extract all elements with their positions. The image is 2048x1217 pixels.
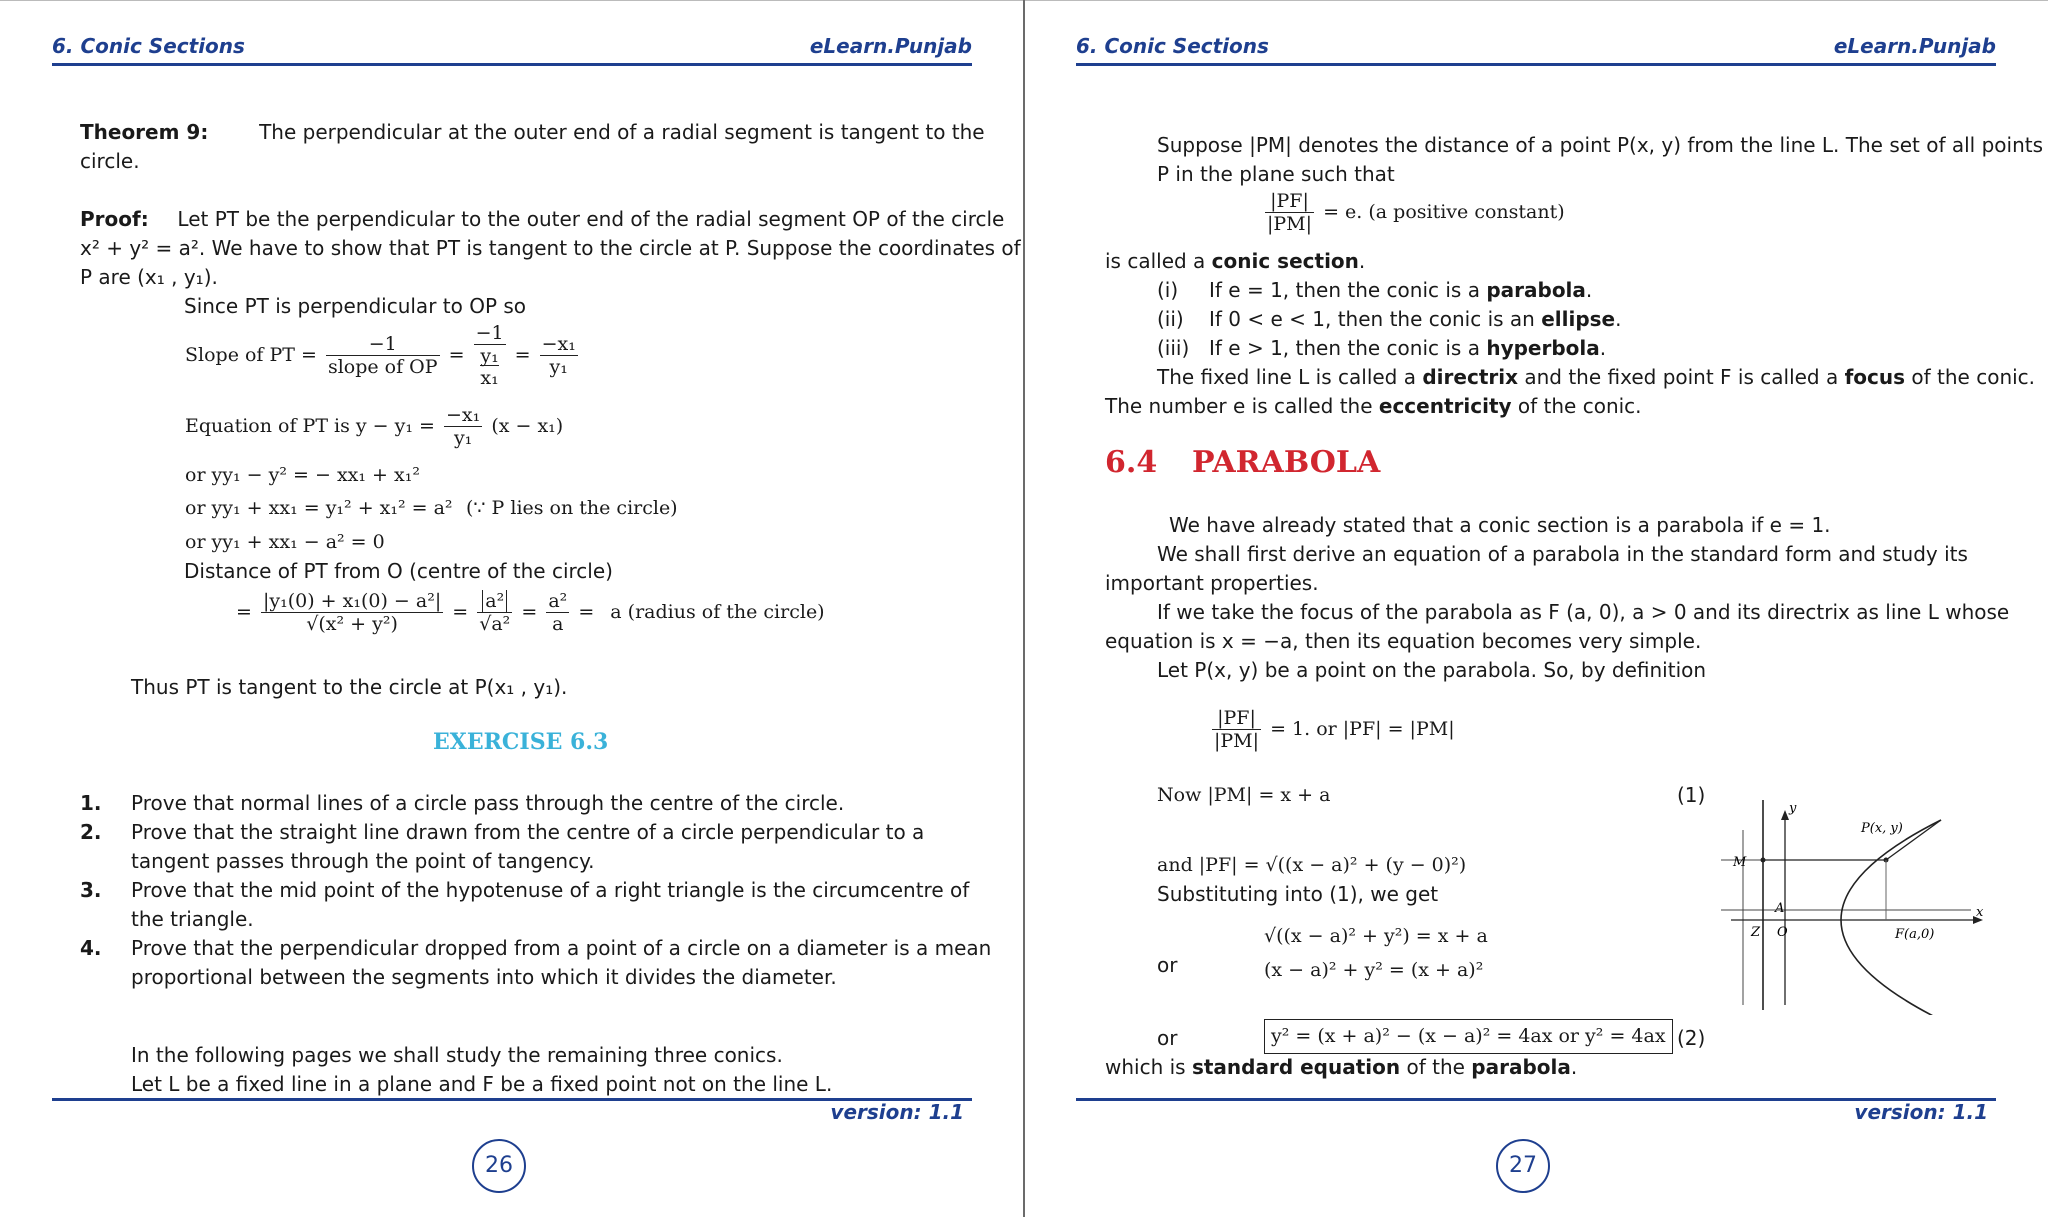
theorem-text: The perpendicular at the outer end of a radial segment is tangent to the [259, 120, 985, 144]
slope-num: −1 [326, 333, 440, 356]
or-step-1: or yy₁ − y² = − xx₁ + x₁² [185, 464, 420, 486]
page-number: 26 [472, 1139, 526, 1193]
proof-line-2: x² + y² = a². We have to show that PT is tangent to the circle at P. Suppose the coordinates of [80, 236, 1021, 260]
ratio-num: |PF| [1265, 190, 1314, 213]
exercise-title: EXERCISE 6.3 [433, 729, 609, 755]
slope-label: Slope of PT = [185, 344, 317, 366]
ratio-fraction [1265, 190, 1314, 235]
header-rule [52, 63, 972, 66]
label-a: A [1775, 901, 1785, 916]
brand-name: eLearn.Punjab [1833, 34, 1996, 58]
proof-label: Proof: [80, 207, 149, 231]
para-3a: If we take the focus of the parabola as F (a, 0), a > 0 and its directrix as line L whose [1157, 600, 2010, 624]
boxed-eq: y² = (x + a)² − (x − a)² = 4ax or y² = 4ax [1264, 1019, 1673, 1054]
dist-den: √(x² + y²) [306, 613, 398, 635]
para-4: Let P(x, y) be a point on the parabola. So, by definition [1157, 658, 1707, 682]
eq-tail: (x − x₁) [491, 415, 564, 437]
called-conic-line: is called a conic section. [1105, 249, 1366, 273]
section-number: 6.4 [1105, 445, 1158, 480]
let-L-line: Let L be a fixed line in a plane and F be a fixed point not on the line L. [131, 1072, 833, 1096]
para-3b: equation is x = −a, then its equation becomes very simple. [1105, 629, 1702, 653]
ratio-den: |PM| [1267, 213, 1313, 235]
parabola-curve [1841, 820, 1941, 1015]
label-f: F(a,0) [1895, 927, 1935, 942]
eq-number-1: (1) [1677, 783, 1706, 807]
page-header [52, 34, 972, 64]
or-label-b: or [1157, 1026, 1178, 1050]
eq-label: Equation of PT is y − y₁ = [185, 415, 435, 437]
proof-line-3: P are (x₁ , y₁). [80, 265, 218, 289]
since-line: Since PT is perpendicular to OP so [184, 294, 527, 318]
label-p: P(x, y) [1861, 821, 1903, 836]
slope-den: slope of OP [327, 356, 438, 378]
conic-section-term: conic section [1211, 249, 1359, 273]
chapter-title: 6. Conic Sections [1076, 34, 1269, 58]
or-step-2-note: (∵ P lies on the circle) [466, 497, 678, 519]
now-eq: Now |PM| = x + a [1157, 784, 1331, 806]
def-fraction: $\frac{|PF|}{|PM|}$ [1214, 707, 1260, 752]
directrix-line: The fixed line L is called a directrix and the fixed point F is called a focus of the conic. [1157, 365, 2036, 389]
suppose-line-1: Suppose |PM| denotes the distance of a point P(x, y) from the line L. The set of all points [1157, 133, 2044, 157]
para-1: We have already stated that a conic section is a parabola if e = 1. [1169, 513, 1831, 537]
page-27: 6. Conic Sections eLearn.Punjab Suppose |PM| denotes the distance of a point P(x, y) from the line L. The set of all points P in the plane such that $\frac{|PF|}{|PM|}$ = e. (a positive constant) is called a conic section. (i) If e = 1, then the conic is a parabola. (ii) If 0 < e < 1, then the conic is an ellipse. (iii) If e > 1, then the conic is a hyperbola. The fixed line L is called a directrix and the fixed point F is called a focus of the conic. The number e is called the eccentricity of the conic. 6.4 PARABOLA We have already stated that a conic section is a parabola if e = 1. We shall first derive an equation of a parabola in the standard form and study its important properties. If we take the focus of the parabola as F (a, 0), a > 0 and its directrix as line L whose equation is x = −a, then its equation becomes very simple. Let P(x, y) be a point on the parabola. So, by definition $\frac{|PF|}{|PM|}$ = 1. or |PF| = |PM| Now |PM| = x + a (1) and |PF| = √((x − a)² + (y − 0)²) Substituting into (1), we get √((x − a)² + y²) = x + a or (x − a)² + y² = (x + a)² or y² = (x + a)² − (x − a)² = 4ax or y² = 4ax (2) which is standard equation of the parabola. y x P(x, y) M A Z O F(a,0) version: 1.1 27 [1024, 0, 2048, 1217]
or-label-a: or [1157, 953, 1178, 977]
page-26: 6. Conic Sections eLearn.Punjab Theorem 9: The perpendicular at the outer end of a radial segment is tangent to the circle. Proof: Let PT be the perpendicular to the outer end of the radial segment OP of the circle x² + y² = a². We have to show that PT is tangent to the circle at P. Suppose the coordinates of P are (x₁ , y₁). Since PT is perpendicular to OP so Slope of PT = $\frac{-1}{\text{slope of OP}}$ = −1 y₁ x₁ = $\frac{\text{−x₁}}{\text{y₁}}$ Equation of PT is y − y₁ = $\frac{\text{−x₁}}{\text{y₁}}$ (x − x₁) or yy₁ − y² = − xx₁ + x₁² or yy₁ + xx₁ = y₁² + x₁² = a² (∵ P lies on the circle) or yy₁ + xx₁ − a² = 0 Distance of PT from O (centre of the circle) = $\frac{\text{|y₁(0) + x₁(0) − a²|}}{\text{√(x² + y²)}}$ = $\frac{\text{a²}}{\text{√a²}}$ = $\frac{\text{a²}}{a}$ = a (radius of the circle) Thus PT is tangent to the circle at P(x₁ , y₁). EXERCISE 6.3 1. Prove that normal lines of a circle pass through the centre of the circle. 2. Prove that the straight line drawn from the centre of a circle perpendicular to a tangent passes through the point of tangency. 3. Prove that the mid point of the hypotenuse of a right triangle is the circumcentre of the triangle. 4. Prove that the perpendicular dropped from a point of a circle on a diameter is a mean proportional between the segments into which it divides the diameter. In the following pages we shall study the remaining three conics. Let L be a fixed line in a plane and F be a fixed point not on the line L. version: 1.1 26 [0, 0, 1024, 1217]
version-label: version: 1.1 [830, 1100, 964, 1124]
theorem-text-2: circle. [80, 149, 140, 173]
or-step-3: or yy₁ + xx₁ − a² = 0 [185, 531, 385, 553]
or-step-2: or yy₁ + xx₁ = y₁² + x₁² = a² [185, 497, 453, 519]
label-z: Z [1751, 925, 1761, 940]
eq-number-2: (2) [1677, 1026, 1706, 1050]
and-eq: and |PF| = √((x − a)² + (y − 0)²) [1157, 854, 1467, 876]
slope-equation: Slope of PT = $\frac{-1}{\text{slope of OP}}$ = −1 y₁ x₁ = $\frac{\text{−x₁}}{\text{y₁}}$ [185, 322, 576, 389]
parabola-diagram [1721, 800, 1991, 1015]
chapter-title: 6. Conic Sections [52, 34, 245, 58]
label-m: M [1733, 855, 1747, 870]
distance-line: Distance of PT from O (centre of the circle) [184, 559, 613, 583]
eccentricity-ratio [1262, 190, 1565, 235]
definition-eq [1209, 707, 1455, 752]
y-axis-arrow [1781, 810, 1789, 820]
directrix-term: directrix [1422, 365, 1518, 389]
brand-name: eLearn.Punjab [809, 34, 972, 58]
thus-line: Thus PT is tangent to the circle at P(x₁ , y₁). [131, 675, 568, 699]
proof-text-1: Let PT be the perpendicular to the outer end of the radial segment OP of the circle [177, 207, 1005, 231]
dist-fraction-2: $\frac{\text{a²}}{\text{√a²}}$ [479, 590, 511, 635]
eccentricity-line: The number e is called the eccentricity of the conic. [1105, 394, 1642, 418]
eccentricity-term: eccentricity [1378, 394, 1512, 418]
distance-formula: = $\frac{\text{|y₁(0) + x₁(0) − a²|}}{\text{√(x² + y²)}}$ = $\frac{\text{a²}}{\text{√a²}}$ = $\frac{\text{a²}}{a}$ = a (radius of the circle) [236, 590, 825, 635]
def-tail: = 1. or |PF| = |PM| [1270, 718, 1455, 740]
label-y: y [1789, 801, 1797, 816]
para-2b: important properties. [1105, 571, 1319, 595]
theorem-label: Theorem 9: [80, 120, 209, 144]
dist-num: |y₁(0) + x₁(0) − a²| [262, 590, 442, 612]
slope-fraction-3: $\frac{\text{−x₁}}{\text{y₁}}$ [541, 333, 576, 378]
version-label: version: 1.1 [1854, 1100, 1988, 1124]
standard-eq-box [1264, 1019, 1673, 1054]
sqrt-eq: √((x − a)² + y²) = x + a [1264, 925, 1488, 947]
following-line: In the following pages we shall study the remaining three conics. [131, 1043, 783, 1067]
page-header [1076, 34, 1996, 64]
slope-fraction [326, 333, 440, 378]
header-rule [1076, 63, 1996, 66]
focus-term: focus [1844, 365, 1906, 389]
equation-pt [185, 404, 563, 449]
page-number: 27 [1496, 1139, 1550, 1193]
grid-lines [1721, 830, 1971, 1005]
label-x: x [1976, 905, 1984, 920]
proof-line-1 [80, 205, 1004, 234]
dist-fraction-1 [261, 590, 443, 635]
point-m [1761, 858, 1766, 863]
slope-fraction-2: −1 y₁ x₁ [475, 322, 504, 389]
eq-fraction: $\frac{\text{−x₁}}{\text{y₁}}$ [446, 404, 481, 449]
dist-note: a (radius of the circle) [610, 601, 825, 623]
theorem-line [80, 118, 985, 147]
ratio-tail: = e. (a positive constant) [1323, 201, 1565, 223]
para-2a: We shall first derive an equation of a parabola in the standard form and study its [1157, 542, 1968, 566]
which-line: which is standard equation of the parabola. [1105, 1055, 1578, 1079]
dist-fraction-3: $\frac{\text{a²}}{a}$ [548, 590, 568, 635]
label-o: O [1777, 925, 1788, 940]
substituting-line: Substituting into (1), we get [1157, 882, 1439, 906]
squared-eq: (x − a)² + y² = (x + a)² [1264, 959, 1484, 981]
section-title: PARABOLA [1192, 445, 1381, 480]
suppose-line-2: P in the plane such that [1157, 162, 1395, 186]
